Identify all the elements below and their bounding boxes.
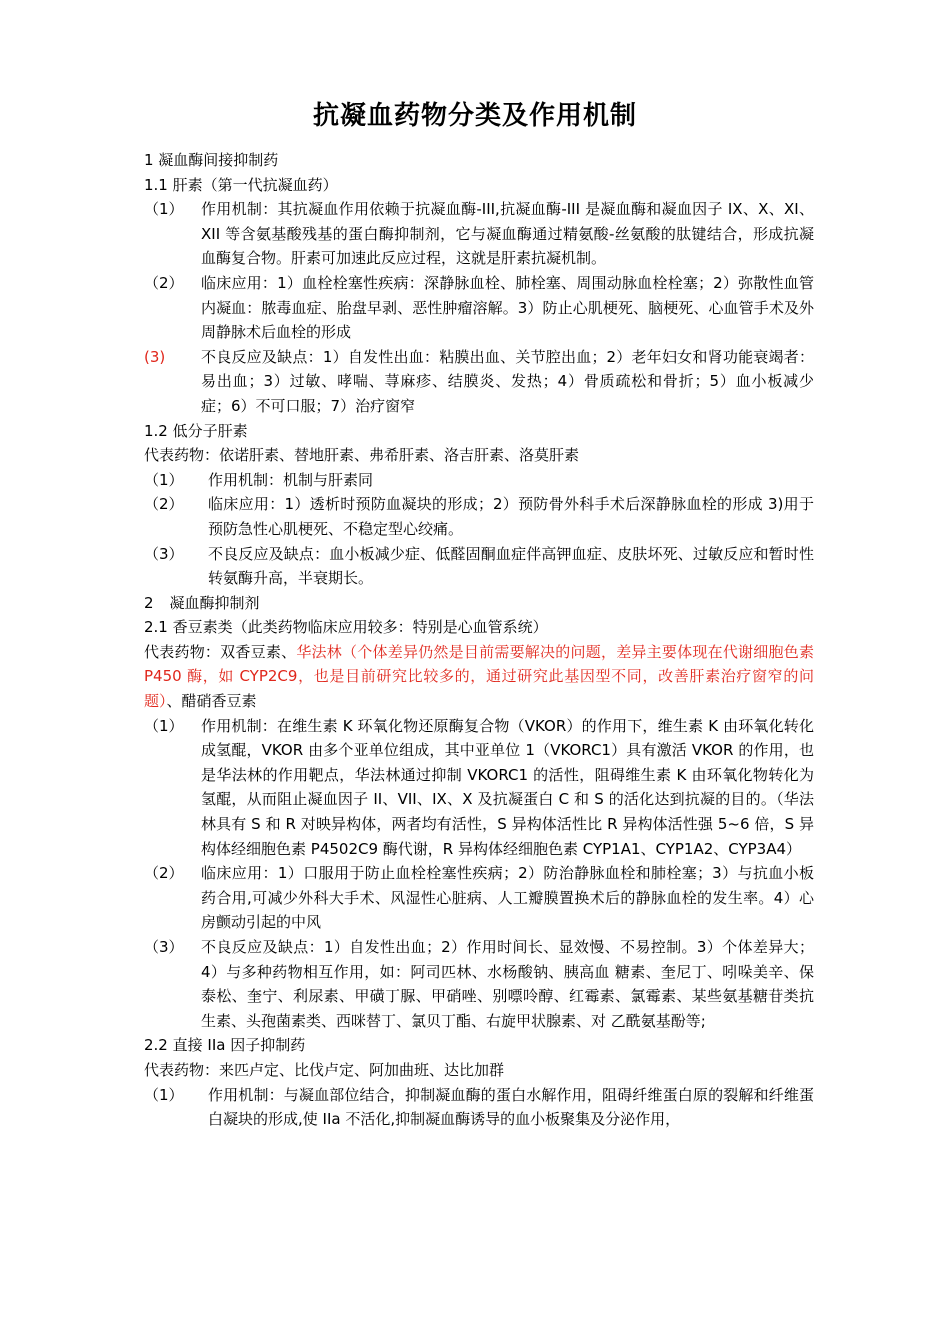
section-number: 2 (144, 593, 154, 612)
representative-drugs: 代表药物：来匹卢定、比伐卢定、阿加曲班、达比加群 (144, 1060, 505, 1079)
list-item (144, 935, 814, 1033)
list-item (144, 271, 814, 345)
item-number: （1） (144, 1085, 184, 1104)
list-item (144, 861, 814, 935)
list-item (144, 492, 814, 541)
representative-drugs (144, 640, 814, 714)
list-item (144, 542, 814, 591)
representative-drugs: 代表药物：依诺肝素、替地肝素、弗希肝素、洛吉肝素、洛莫肝素 (144, 446, 580, 465)
drugs-suffix: 、醋硝香豆素 (166, 692, 257, 711)
item-text: 作用机制：其抗凝血作用依赖于抗凝血酶-III,抗凝血酶-III 是凝血酶和凝血因子 IX、X、XI、XII 等含氨基酸残基的蛋白酶抑制剂，它与凝血酶通过精氨酸-丝氨酸的肽键结合，形成抗凝血酶复合物。肝素可加速此反应过程，这就是肝素抗凝机制。 (201, 200, 814, 268)
item-number: （1） (144, 470, 184, 489)
section-1-heading: 1 凝血酶间接抑制药 (144, 151, 279, 169)
item-number: （1） (144, 200, 184, 219)
warfarin-note: 华法林（个体差异仍然是目前需要解决的问题，差异主要体现在代谢细胞色素 P450 酶，如 CYP2C9，也是目前研究比较多的，通过研究此基因型不同，改善肝素治疗窗窄的问题） (144, 642, 814, 711)
drugs-prefix: 代表药物：双香豆素、 (144, 642, 297, 661)
item-text: 作用机制：与凝血部位结合，抑制凝血酶的蛋白水解作用，阻碍纤维蛋白原的裂解和纤维蛋白凝块的形成,使 IIa 不活化,抑制凝血酶诱导的血小板聚集及分泌作用， (208, 1085, 814, 1129)
item-text: 作用机制：在维生素 K 环氧化物还原酶复合物（VKOR）的作用下，维生素 K 由环氧化转化成氢醌，VKOR 由多个亚单位组成，其中亚单位 1（VKORC1）具有激活 VKOR 的作用，也是华法林的作用靶点，华法林通过抑制 VKORC1 的活性，阻碍维生素 K 由环氧化物转化为氢醌，从而阻止凝血因子 II、VII、IX、X 及抗凝蛋白 C 和 S 的活化达到抗凝的目的。（华法林具有 S 和 R 对映异构体，两者均有活性，S 异构体活性比 R 异构体活性强 5~6 倍，S 异构体经细胞色素 P4502C9 酶代谢，R 异构体经细胞色素 CYP1A1、CYP1A2、CYP3A4） (201, 716, 814, 858)
page-title: 抗凝血药物分类及作用机制 (312, 101, 637, 131)
document-body (144, 148, 814, 1132)
item-text: 临床应用：1）透析时预防血凝块的形成；2）预防骨外科手术后深静脉血栓的形成 3)用于预防急性心肌梗死、不稳定型心绞痛。 (208, 495, 814, 538)
item-number: （1） (144, 716, 184, 735)
item-text: 不良反应及缺点：血小板减少症、低醛固酮血症伴高钾血症、皮肤坏死、过敏反应和暂时性转氨酶升高，半衰期长。 (208, 544, 814, 588)
item-number: （2） (144, 273, 184, 292)
item-text: 不良反应及缺点：1）自发性出血；2）作用时间长、显效慢、不易控制。3）个体差异大；4）与多种药物相互作用，如：阿司匹林、水杨酸钠、胰高血 糖素、奎尼丁、吲哚美辛、保泰松、奎宁、利尿素、甲磺丁脲、甲硝唑、别嘌呤醇、红霉素、氯霉素、某些氨基糖苷类抗生素、头孢菌素类、西咪替丁、氯贝丁酯、右旋甲状腺素、对 乙酰氨基酚等; (201, 938, 814, 1030)
item-text: 作用机制：机制与肝素同 (208, 470, 374, 489)
list-item (144, 714, 814, 862)
section-2-heading (144, 591, 814, 616)
item-number: （2） (144, 495, 184, 514)
item-number: （2） (144, 864, 184, 883)
item-text: 临床应用：1）口服用于防止血栓栓塞性疾病；2）防治静脉血栓和肺栓塞；3）与抗血小板药合用,可减少外科大手术、风湿性心脏病、人工瓣膜置换术后的静脉血栓的发生率。4）心房颤动引起的中风 (201, 864, 814, 932)
item-number: （3） (144, 938, 184, 956)
section-2-2-heading: 2.2 直接 IIa 因子抑制药 (144, 1036, 306, 1055)
item-text: 不良反应及缺点：1）自发性出血：粘膜出血、关节腔出血；2）老年妇女和肾功能衰竭者：易出血；3）过敏、哮喘、荨麻疹、结膜炎、发热；4）骨质疏松和骨折；5）血小板减少症；6）不可口服；7）治疗窗窄 (201, 347, 814, 415)
section-1-1-heading: 1.1 肝素（第一代抗凝血药） (144, 175, 338, 194)
list-item (144, 197, 814, 271)
section-title: 凝血酶抑制剂 (169, 593, 260, 612)
list-item (144, 345, 814, 419)
item-number-highlighted: (3) (144, 347, 166, 366)
list-item (144, 1083, 814, 1132)
list-item (144, 468, 814, 493)
section-1-2-heading: 1.2 低分子肝素 (144, 421, 248, 440)
item-text: 临床应用：1）血栓栓塞性疾病：深静脉血栓、肺栓塞、周围动脉血栓栓塞；2）弥散性血管内凝血：脓毒血症、胎盘早剥、恶性肿瘤溶解。3）防止心肌梗死、脑梗死、心血管手术及外周静脉术后血栓的形成 (201, 273, 814, 342)
section-2-1-heading: 2.1 香豆素类（此类药物临床应用较多：特别是心血管系统） (144, 618, 548, 637)
item-number: （3） (144, 544, 184, 563)
